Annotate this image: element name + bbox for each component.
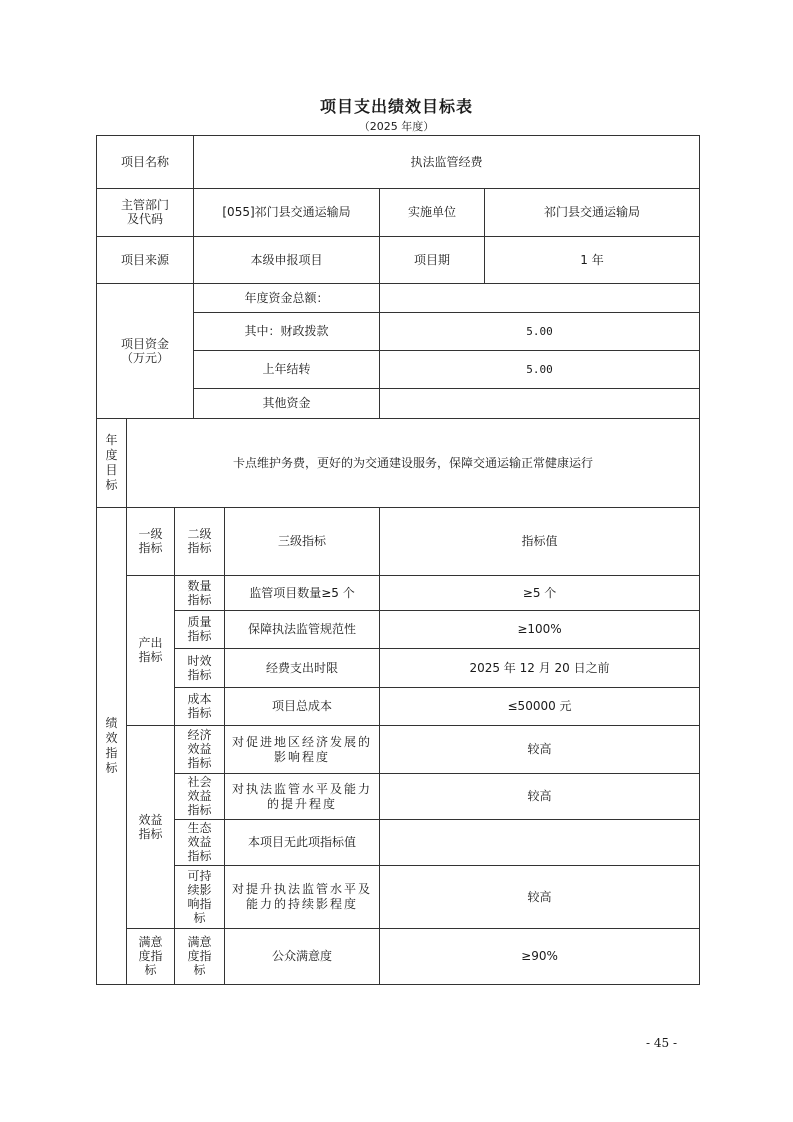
- annual-goal-value: 卡点维护务费，更好的为交通建设服务，保障交通运输正常健康运行: [127, 419, 700, 508]
- output-label: 产出指标: [127, 576, 175, 726]
- performance-label: 绩效指标: [97, 508, 127, 985]
- table-row: [97, 688, 700, 726]
- source-value: 本级申报项目: [194, 237, 380, 284]
- indicator-l2: 时效指标: [175, 649, 225, 688]
- fiscal-label: 其中：财政拨款: [194, 313, 380, 351]
- indicator-l2: 成本指标: [175, 688, 225, 726]
- page-subtitle: （2025 年度）: [358, 120, 435, 133]
- period-value: 1 年: [485, 237, 700, 284]
- funds-label: 项目资金（万元）: [97, 284, 194, 419]
- table-row: [97, 611, 700, 649]
- table-row: [97, 929, 700, 985]
- level1-header: 一级指标: [127, 508, 175, 576]
- annual-total-label: 年度资金总额：: [194, 284, 380, 313]
- annual-total-value: [380, 284, 700, 313]
- other-funds-value: [380, 389, 700, 419]
- performance-table: [96, 135, 700, 985]
- implementer-value: 祁门县交通运输局: [485, 189, 700, 237]
- annual-goal-label: 年度目标: [97, 419, 127, 508]
- indicator-l3: 公众满意度: [225, 929, 380, 985]
- benefit-label: 效益指标: [127, 726, 175, 929]
- department-value: [055]祁门县交通运输局: [194, 189, 380, 237]
- indicator-l2: 质量指标: [175, 611, 225, 649]
- level2-header: 二级指标: [175, 508, 225, 576]
- indicator-value: ≥100%: [380, 611, 700, 649]
- table-row: [97, 866, 700, 929]
- indicator-l3: 对提升执法监管水平及能力的持续影程度: [225, 866, 380, 929]
- table-row: [97, 649, 700, 688]
- department-label: 主管部门及代码: [97, 189, 194, 237]
- indicator-l2: 数量指标: [175, 576, 225, 611]
- period-label: 项目期: [380, 237, 485, 284]
- indicator-l3: 对执法监管水平及能力的提升程度: [225, 774, 380, 820]
- indicator-value: 较高: [380, 866, 700, 929]
- indicator-l3: 本项目无此项指标值: [225, 820, 380, 866]
- indicator-l3: 监管项目数量≥5 个: [225, 576, 380, 611]
- indicator-value: [380, 820, 700, 866]
- indicator-l2: 可持续影响指标: [175, 866, 225, 929]
- implementer-label: 实施单位: [380, 189, 485, 237]
- indicator-l3: 保障执法监管规范性: [225, 611, 380, 649]
- table-row: [97, 774, 700, 820]
- indicator-value: 较高: [380, 726, 700, 774]
- indicator-value: ≥5 个: [380, 576, 700, 611]
- carryover-value: 5.00: [380, 351, 700, 389]
- indicator-l2: 经济效益指标: [175, 726, 225, 774]
- table-row: [97, 576, 700, 611]
- table-row: [97, 820, 700, 866]
- indicator-value: 较高: [380, 774, 700, 820]
- indicator-value: ≥90%: [380, 929, 700, 985]
- satisfaction-label: 满意度指标: [127, 929, 175, 985]
- project-name-value: 执法监管经费: [194, 136, 700, 189]
- value-header: 指标值: [380, 508, 700, 576]
- source-label: 项目来源: [97, 237, 194, 284]
- level3-header: 三级指标: [225, 508, 380, 576]
- page-title: 项目支出绩效目标表: [319, 97, 473, 116]
- carryover-label: 上年结转: [194, 351, 380, 389]
- indicator-l2: 社会效益指标: [175, 774, 225, 820]
- fiscal-value: 5.00: [380, 313, 700, 351]
- project-name-label: 项目名称: [97, 136, 194, 189]
- indicator-l2: 满意度指标: [175, 929, 225, 985]
- page-number: - 45 -: [646, 1036, 678, 1050]
- indicator-value: 2025 年 12 月 20 日之前: [380, 649, 700, 688]
- other-funds-label: 其他资金: [194, 389, 380, 419]
- indicator-l2: 生态效益指标: [175, 820, 225, 866]
- indicator-value: ≤50000 元: [380, 688, 700, 726]
- indicator-l3: 对促进地区经济发展的影响程度: [225, 726, 380, 774]
- indicator-l3: 项目总成本: [225, 688, 380, 726]
- table-row: [97, 726, 700, 774]
- indicator-l3: 经费支出时限: [225, 649, 380, 688]
